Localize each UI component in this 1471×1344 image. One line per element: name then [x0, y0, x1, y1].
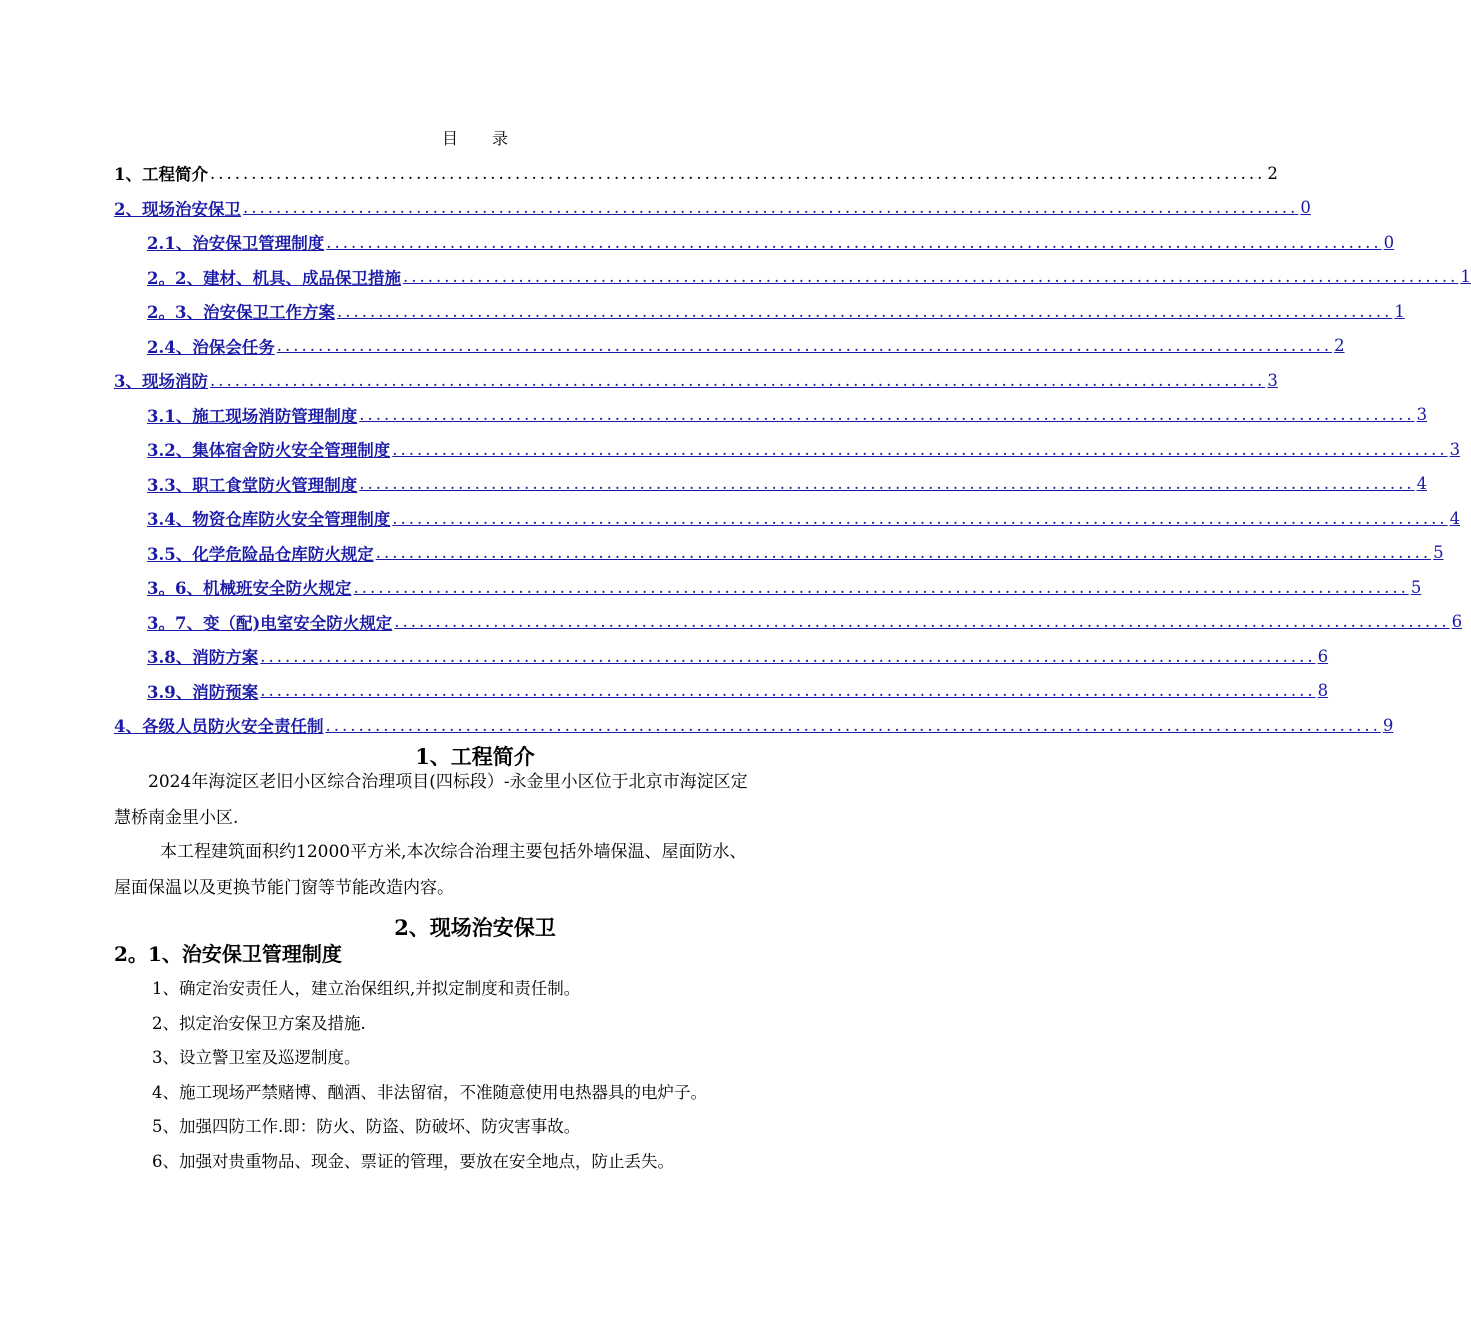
toc-entry-page: 2 [1334, 336, 1345, 356]
toc-entry-link[interactable] [114, 363, 1278, 398]
toc-entry-page: 3 [1449, 439, 1461, 459]
toc-title [0, 126, 950, 149]
toc-leader: ................................................................................................................................ [353, 577, 1409, 597]
toc-entry-link[interactable] [114, 570, 1422, 605]
toc-entry-link[interactable] [114, 398, 1428, 433]
toc-leader: ................................................................................................................................ [242, 198, 1299, 218]
subsection-heading-security-rules: 2。1、治安保卫管理制度 [114, 942, 342, 966]
toc-entry-label: 3.8、消防方案 [147, 648, 259, 668]
toc-leader: ................................................................................................................................ [359, 405, 1415, 425]
toc-entry-link[interactable] [114, 467, 1428, 502]
toc-entry-label: 2.1、治安保卫管理制度 [147, 234, 325, 254]
paragraph-line: 屋面保温以及更换节能门窗等节能改造内容。 [114, 878, 454, 898]
toc-entry-page: 1 [1394, 301, 1405, 321]
toc-entry-label: 3.3、职工食堂防火管理制度 [147, 475, 358, 495]
toc-leader: ................................................................................................................................ [375, 543, 1432, 563]
toc-leader: ................................................................................................................................ [392, 508, 1448, 528]
paragraph-project-location [114, 764, 836, 836]
toc-entry-link[interactable] [114, 294, 1405, 329]
paragraph-project-scope [114, 834, 836, 906]
toc-entry-label: 3。6、机械班安全防火规定 [147, 579, 352, 599]
toc-entry-page: 5 [1410, 577, 1422, 597]
toc-entry-page: 5 [1433, 543, 1444, 563]
toc-leader: ................................................................................................................................ [260, 681, 1316, 701]
toc-leader: ................................................................................................................................ [209, 370, 1266, 390]
toc-entry-page: 9 [1382, 715, 1394, 735]
toc-entry-label: 2、现场治安保卫 [114, 199, 241, 219]
toc-entry-link[interactable] [114, 329, 1345, 364]
toc-entry-page: 0 [1383, 232, 1395, 252]
toc-leader: ................................................................................................................................ [392, 439, 1448, 459]
toc-entry-page: 3 [1267, 370, 1278, 390]
toc-entry-page: 8 [1317, 681, 1329, 701]
section-heading-security: 2、现场治安保卫 [394, 915, 556, 940]
toc-entry-label: 3、现场消防 [114, 372, 208, 392]
list-item: 3、设立警卫室及巡逻制度。 [152, 1048, 361, 1067]
toc-entry[interactable] [114, 156, 1278, 191]
toc-entry-link[interactable] [114, 674, 1329, 709]
list-item: 1、确定治安责任人，建立治保组织,并拟定制度和责任制。 [152, 979, 581, 998]
toc-entry-label: 3.4、物资仓库防火安全管理制度 [147, 510, 391, 530]
toc-entry-page: 6 [1317, 646, 1329, 666]
toc-leader: ................................................................................................................................ [276, 336, 1333, 356]
toc-entry-page: 6 [1451, 612, 1463, 632]
toc-entry-label: 3.1、施工现场消防管理制度 [147, 406, 358, 426]
toc-entry-link[interactable] [114, 225, 1395, 260]
toc-entry-label: 1、工程简介 [114, 165, 208, 185]
toc-title-char-2: 录 [492, 129, 509, 148]
toc-entry-label: 2.4、治保会任务 [147, 337, 275, 357]
toc-entry-page: 0 [1300, 198, 1311, 218]
toc-entry-link[interactable] [114, 536, 1444, 571]
toc-leader: ................................................................................................................................ [336, 301, 1393, 321]
toc-title-char-1: 目 [441, 129, 458, 148]
section-heading-project-overview: 1、工程简介 [415, 744, 535, 769]
paragraph-line: 本工程建筑面积约12000平方米,本次综合治理主要包括外墙保温、屋面防水、 [160, 842, 747, 862]
toc-entry-label: 2。2、建材、机具、成品保卫措施 [147, 268, 401, 288]
toc-entry-page: 1 [1460, 267, 1471, 287]
toc-entry-page: 4 [1416, 474, 1428, 494]
toc-entry-label: 3.5、化学危险品仓库防火规定 [147, 544, 374, 564]
toc-leader: ................................................................................................................................ [402, 267, 1459, 287]
toc-entry-link[interactable] [114, 501, 1461, 536]
toc-entry-label: 3.9、消防预案 [147, 682, 259, 702]
toc-entry-link[interactable] [114, 432, 1461, 467]
toc-entry-label: 2。3、治安保卫工作方案 [147, 303, 335, 323]
toc-entry-link[interactable] [114, 605, 1463, 640]
toc-entry-link[interactable] [114, 639, 1329, 674]
toc-entry-label: 4、各级人员防火安全责任制 [114, 717, 324, 737]
toc-entry-label: 3.2、集体宿舍防火安全管理制度 [147, 441, 391, 461]
paragraph-line: 慧桥南金里小区. [114, 808, 239, 828]
toc-leader: ................................................................................................................................ [325, 715, 1381, 735]
toc-entry-label: 3。7、变（配)电室安全防火规定 [147, 613, 393, 633]
toc-entry-link[interactable] [114, 260, 1471, 295]
list-item: 5、加强四防工作.即：防火、防盗、防破坏、防灾害事故。 [152, 1117, 581, 1136]
toc-entry-page: 3 [1416, 405, 1428, 425]
list-item: 2、拟定治安保卫方案及措施. [152, 1014, 366, 1033]
table-of-contents [114, 156, 1471, 743]
list-item: 4、施工现场严禁赌博、酗酒、非法留宿，不准随意使用电热器具的电炉子。 [152, 1083, 707, 1102]
toc-leader: ................................................................................................................................ [326, 232, 1382, 252]
toc-entry-page: 4 [1449, 508, 1461, 528]
paragraph-line: 2024年海淀区老旧小区综合治理项目(四标段）-永金里小区位于北京市海淀区定 [148, 772, 748, 792]
toc-entry-link[interactable] [114, 708, 1394, 743]
list-item: 6、加强对贵重物品、现金、票证的管理，要放在安全地点，防止丢失。 [152, 1152, 674, 1171]
toc-leader: ................................................................................................................................ [359, 474, 1415, 494]
toc-leader: ................................................................................................................................ [394, 612, 1450, 632]
toc-leader: ................................................................................................................................ [209, 163, 1266, 183]
toc-entry-link[interactable] [114, 191, 1311, 226]
toc-leader: ................................................................................................................................ [260, 646, 1316, 666]
toc-entry-page: 2 [1267, 163, 1278, 183]
